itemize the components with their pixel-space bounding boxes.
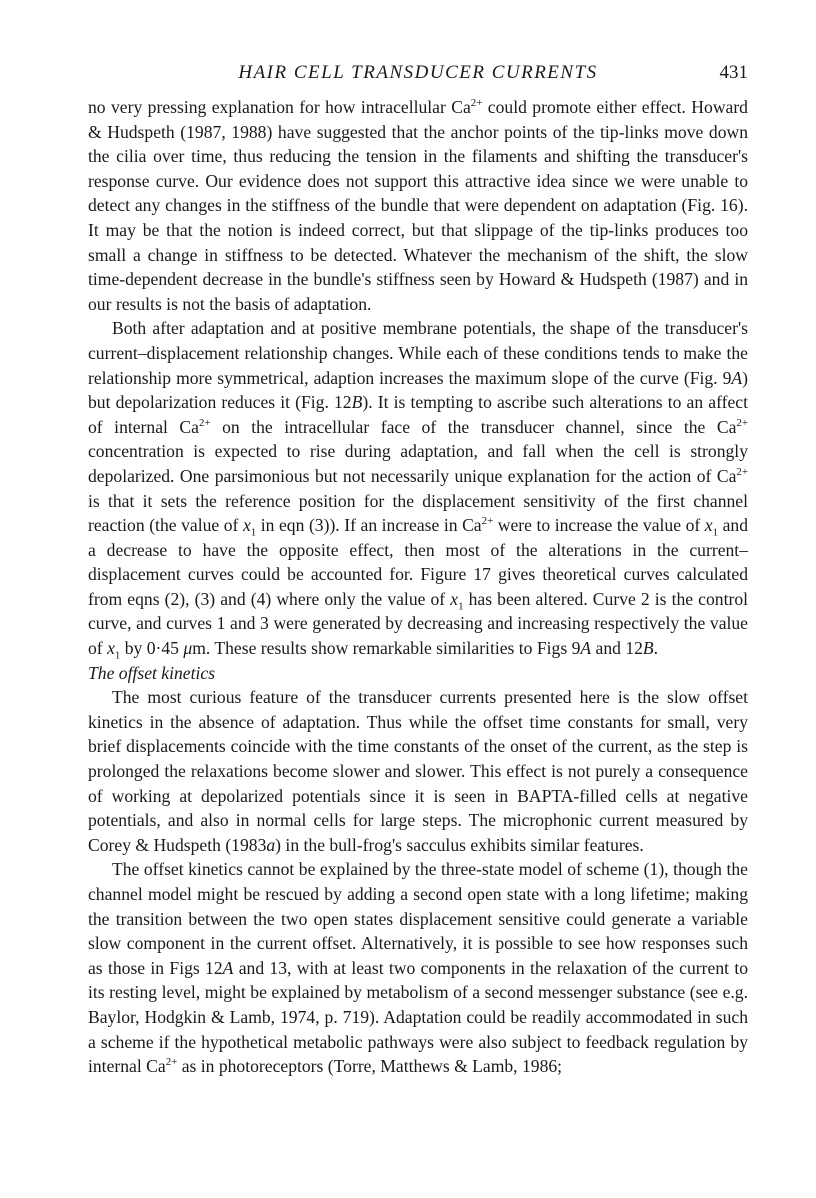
running-header [88, 62, 748, 88]
running-title: HAIR CELL TRANSDUCER CURRENTS [238, 62, 598, 83]
paragraph-current-displacement: Both after adaptation and at positive membrane potentials, the shape of the transducer's current–displacement relationship changes. While each of these conditions tends to make the relationship more symmetrical, adaption increases the maximum slope of the curve (Fig. 9A) but depolarization reduces it (Fig. 12B). It is tempting to ascribe such alterations to an affect of internal $Ca^{2+}$ on the intracellular face of the transducer channel, since the $Ca^{2+}$ concentration is expected to rise during adaptation, and fall when the cell is strongly depolarized. One parsimonious but not necessarily unique explanation for the action of $Ca^{2+}$ is that it sets the reference position for the displacement sensitivity of the first channel reaction (the value of $x_1$ in eqn (3)). If an increase in $Ca^{2+}$ were to increase the value of $x_1$ and a decrease to have the opposite effect, then most of the alterations in the current–displacement curves could be accounted for. Figure 17 gives theoretical curves calculated from eqns (2), (3) and (4) where only the value of $x_1$ has been altered. Curve 2 is the control curve, and curves 1 and 3 were generated by decreasing and increasing respectively the value of $x_1$ by 0·45 μm. These results show remarkable similarities to Figs 9A and 12B. [88, 318, 749, 662]
article-body [88, 95, 748, 1079]
section-heading: The offset kinetics [88, 662, 216, 683]
page-number: 431 [719, 62, 748, 83]
paragraph-continued: no very pressing explanation for how intracellular $Ca^{2+}$ could promote either effect. Howard & Hudspeth (1987, 1988) have suggested that the anchor points of the tip-links move down the cilia over time, thus reducing the tension in the filaments and shifting the transducer's response curve. Our evidence does not support this attractive idea since we were unable to detect any changes in the stiffness of the bundle that were dependent on adaptation (Fig. 16). It may be that the notion is indeed correct, but that slippage of the tip-links produces too small a change in stiffness to be detected. Whatever the mechanism of the shift, the slow time-dependent decrease in the bundle's stiffness seen by Howard & Hudspeth (1987) and in our results is not the basis of adaptation. [88, 97, 748, 314]
paragraph-three-state-model: The offset kinetics cannot be explained by the three-state model of scheme (1), though the channel model might be rescued by adding a second open state with a long lifetime; making the transition between the two open states displacement sensitive could generate a variable slow component in the current offset. Alternatively, it is possible to see how responses such as those in Figs 12A and 13, with at least two components in the relaxation of the current to its resting level, might be explained by metabolism of a second messenger substance (see e.g. Baylor, Hodgkin & Lamb, 1974, p. 719). Adaptation could be readily accommodated in such a scheme if the hypothetical metabolic pathways were also subject to feedback regulation by internal $Ca^{2+}$ as in photoreceptors (Torre, Matthews & Lamb, 1986; [88, 859, 749, 1077]
paragraph-offset-kinetics: The most curious feature of the transducer currents presented here is the slow offset kinetics in the absence of adaptation. Thus while the offset time constants for small, very brief displacements coincide with the time constants of the onset of the current, as the step is prolonged the relaxations become slower and slower. This effect is not purely a consequence of working at depolarized potentials since it is seen in BAPTA-filled cells at negative potentials, and also in normal cells for large steps. The microphonic current measured by Corey & Hudspeth (1983a) in the bull-frog's sacculus exhibits similar features. [88, 687, 748, 855]
